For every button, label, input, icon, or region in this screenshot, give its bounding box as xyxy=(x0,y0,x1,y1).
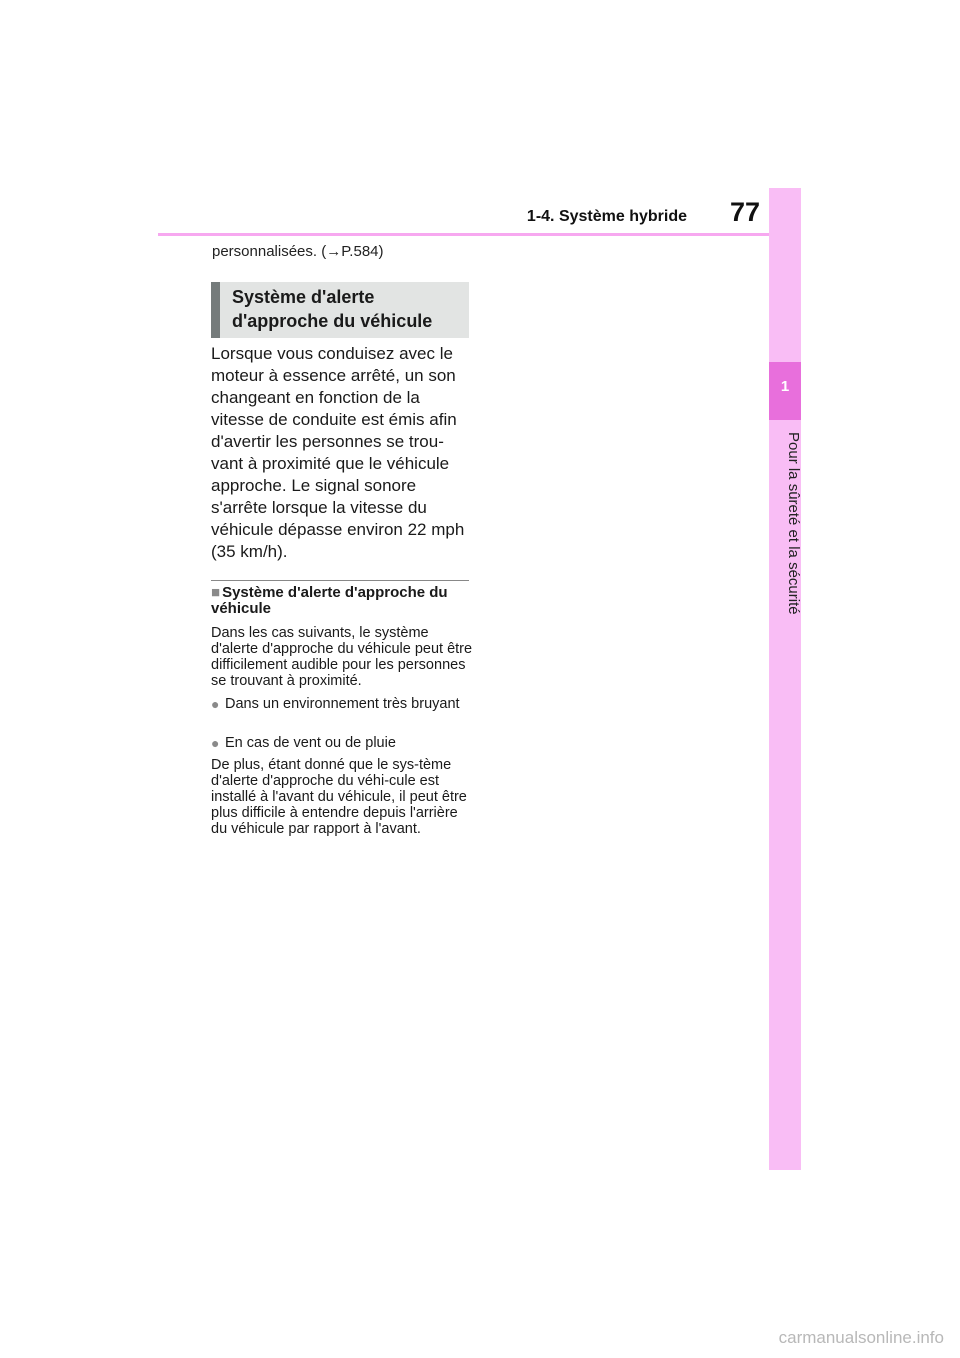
page-reference-link[interactable]: P.584) xyxy=(341,243,384,260)
continuation-prefix: personnalisées. ( xyxy=(212,243,327,260)
list-item xyxy=(211,696,473,712)
continuation-text xyxy=(212,243,384,260)
subsection-heading xyxy=(211,585,473,617)
section-heading-box xyxy=(211,282,469,338)
header-divider xyxy=(158,233,769,236)
section-heading: Système d'alerte d'approche du véhicule xyxy=(232,287,433,331)
subsection-heading-text: Système d'alerte d'approche du véhicule xyxy=(211,584,448,617)
page-number: 77 xyxy=(729,197,760,227)
intro-paragraph: Lorsque vous conduisez avec le moteur à essence arrêté, un son changeant en fonction de la vitesse de conduite est émis afin d'avertir les personnes se trou-vant à proximité que le véhicule approche. Le signal sonore s'arrête lorsque la vitesse du véhicule dépasse environ 22 mph (35 km/h). xyxy=(211,344,465,561)
circle-bullet-icon: ● xyxy=(211,696,220,712)
subsection-divider xyxy=(211,580,469,581)
chapter-side-tab xyxy=(769,188,801,1170)
section-header-title: 1-4. Système hybride xyxy=(526,208,687,225)
watermark: carmanualsonline.info xyxy=(778,1328,944,1347)
body-paragraph-1: Dans les cas suivants, le système d'alerte d'approche du véhicule peut être difficilement audible pour les personnes se trouvant à proximité. xyxy=(211,625,473,689)
list-item xyxy=(211,735,473,751)
body-paragraph-2: De plus, étant donné que le sys-tème d'alerte d'approche du véhi-cule est installé à l'avant du véhicule, il peut être plus difficile à entendre depuis l'arrière du véhicule par rapport à l'avant. xyxy=(211,757,467,837)
chapter-title: Pour la sûreté et la sécurité xyxy=(785,432,802,615)
square-bullet-icon: ■ xyxy=(211,584,221,601)
chapter-number: 1 xyxy=(780,378,790,395)
arrow-icon: → xyxy=(326,243,342,260)
list-item-text: Dans un environnement très bruyant xyxy=(225,696,460,712)
list-item-text: En cas de vent ou de pluie xyxy=(225,735,396,751)
circle-bullet-icon: ● xyxy=(211,735,220,751)
